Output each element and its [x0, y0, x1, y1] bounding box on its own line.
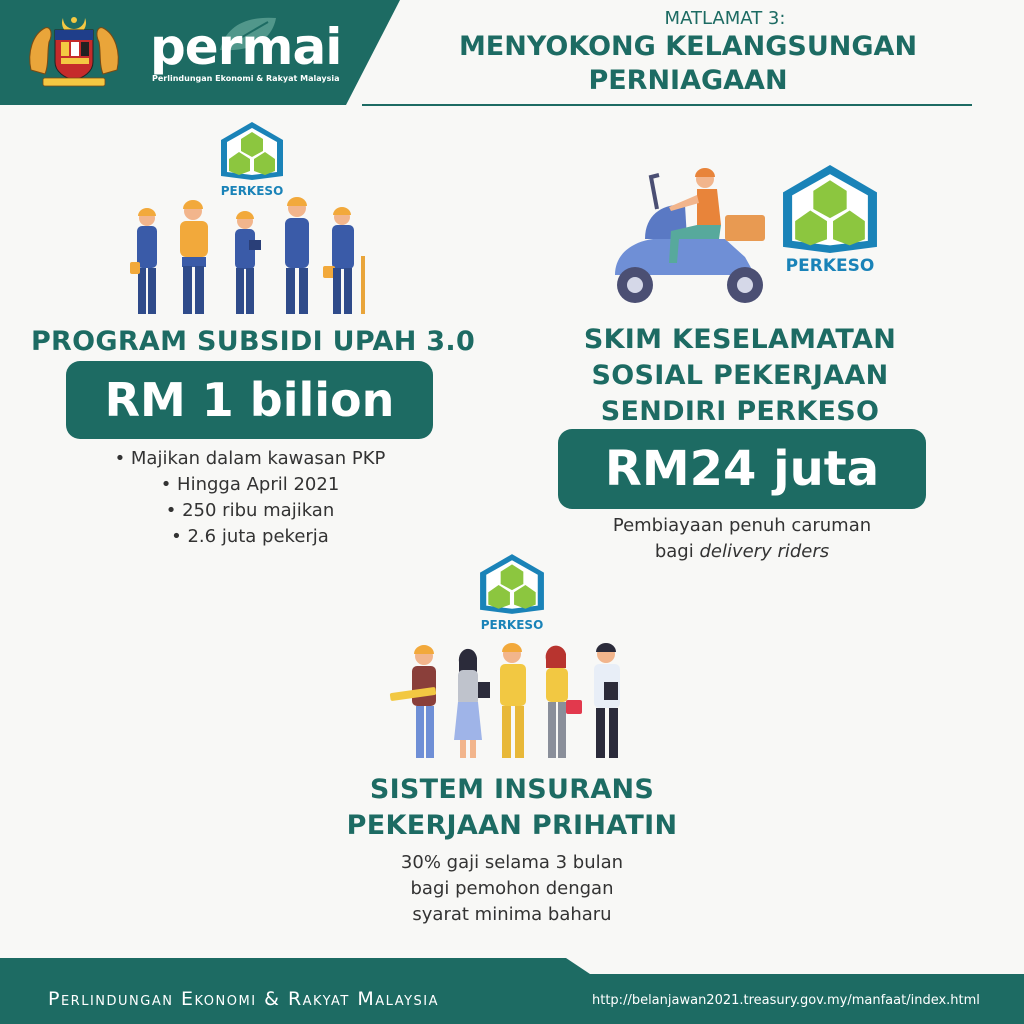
program-title — [540, 322, 940, 430]
workers-illustration — [125, 196, 375, 318]
description-line: bagi pemohon dengan — [410, 878, 614, 899]
perkeso-label: PERKESO — [480, 618, 544, 632]
goal-title-line: PERNIAGAAN — [588, 65, 788, 96]
bullet-item: • 250 ribu majikan — [165, 500, 335, 521]
perkeso-logo — [212, 120, 292, 198]
program-title — [310, 772, 714, 844]
program-bullets — [60, 446, 440, 550]
program-title-line: PEKERJAAN PRIHATIN — [346, 810, 678, 841]
footer-tagline: Perlindungan Ekonomi & Rakyat Malaysia — [48, 988, 440, 1010]
program-title-line: SOSIAL PEKERJAAN — [591, 360, 889, 391]
description-line: 30% gaji selama 3 bulan — [400, 852, 624, 873]
program-description — [540, 513, 944, 565]
brand-tagline: Perlindungan Ekonomi & Rakyat Malaysia — [152, 74, 340, 83]
program-title-line: SISTEM INSURANS — [369, 774, 655, 805]
description-line — [540, 539, 944, 565]
bullet-item: • Majikan dalam kawasan PKP — [114, 448, 386, 469]
perkeso-label: PERKESO — [220, 184, 284, 198]
footer-url[interactable]: http://belanjawan2021.treasury.gov.my/manfaat/index.html — [592, 993, 980, 1008]
professionals-illustration — [388, 642, 638, 764]
perkeso-logo — [773, 162, 887, 276]
bullet-item: • Hingga April 2021 — [160, 474, 340, 495]
description-line: syarat minima baharu — [412, 904, 612, 925]
perkeso-logo — [470, 552, 554, 632]
program-amount: RM24 juta — [558, 429, 926, 509]
description-emphasis: delivery riders — [699, 541, 830, 562]
description-prefix: bagi — [654, 541, 700, 562]
perkeso-logo-icon — [780, 162, 880, 256]
goal-divider — [362, 104, 972, 106]
brand-name: permai — [150, 18, 342, 76]
description-line: Pembiayaan penuh caruman — [612, 515, 872, 536]
program-title-line: SKIM KESELAMATAN — [583, 324, 897, 355]
program-amount: RM 1 bilion — [66, 361, 433, 439]
goal-kicker: MATLAMAT 3: — [664, 8, 786, 29]
program-title-line: SENDIRI PERKESO — [600, 396, 880, 427]
perkeso-label: PERKESO — [785, 256, 875, 276]
bullet-item: • 2.6 juta pekerja — [171, 526, 329, 547]
malaysia-crest-icon — [25, 12, 123, 92]
program-title: PROGRAM SUBSIDI UPAH 3.0 — [30, 326, 476, 357]
goal-title — [438, 30, 938, 98]
program-description — [312, 850, 712, 928]
permai-logo — [150, 18, 342, 90]
perkeso-logo-icon — [219, 120, 285, 182]
goal-title-line: MENYOKONG KELANGSUNGAN — [458, 31, 918, 62]
perkeso-logo-icon — [478, 552, 546, 616]
scooter-rider-illustration — [605, 165, 785, 313]
